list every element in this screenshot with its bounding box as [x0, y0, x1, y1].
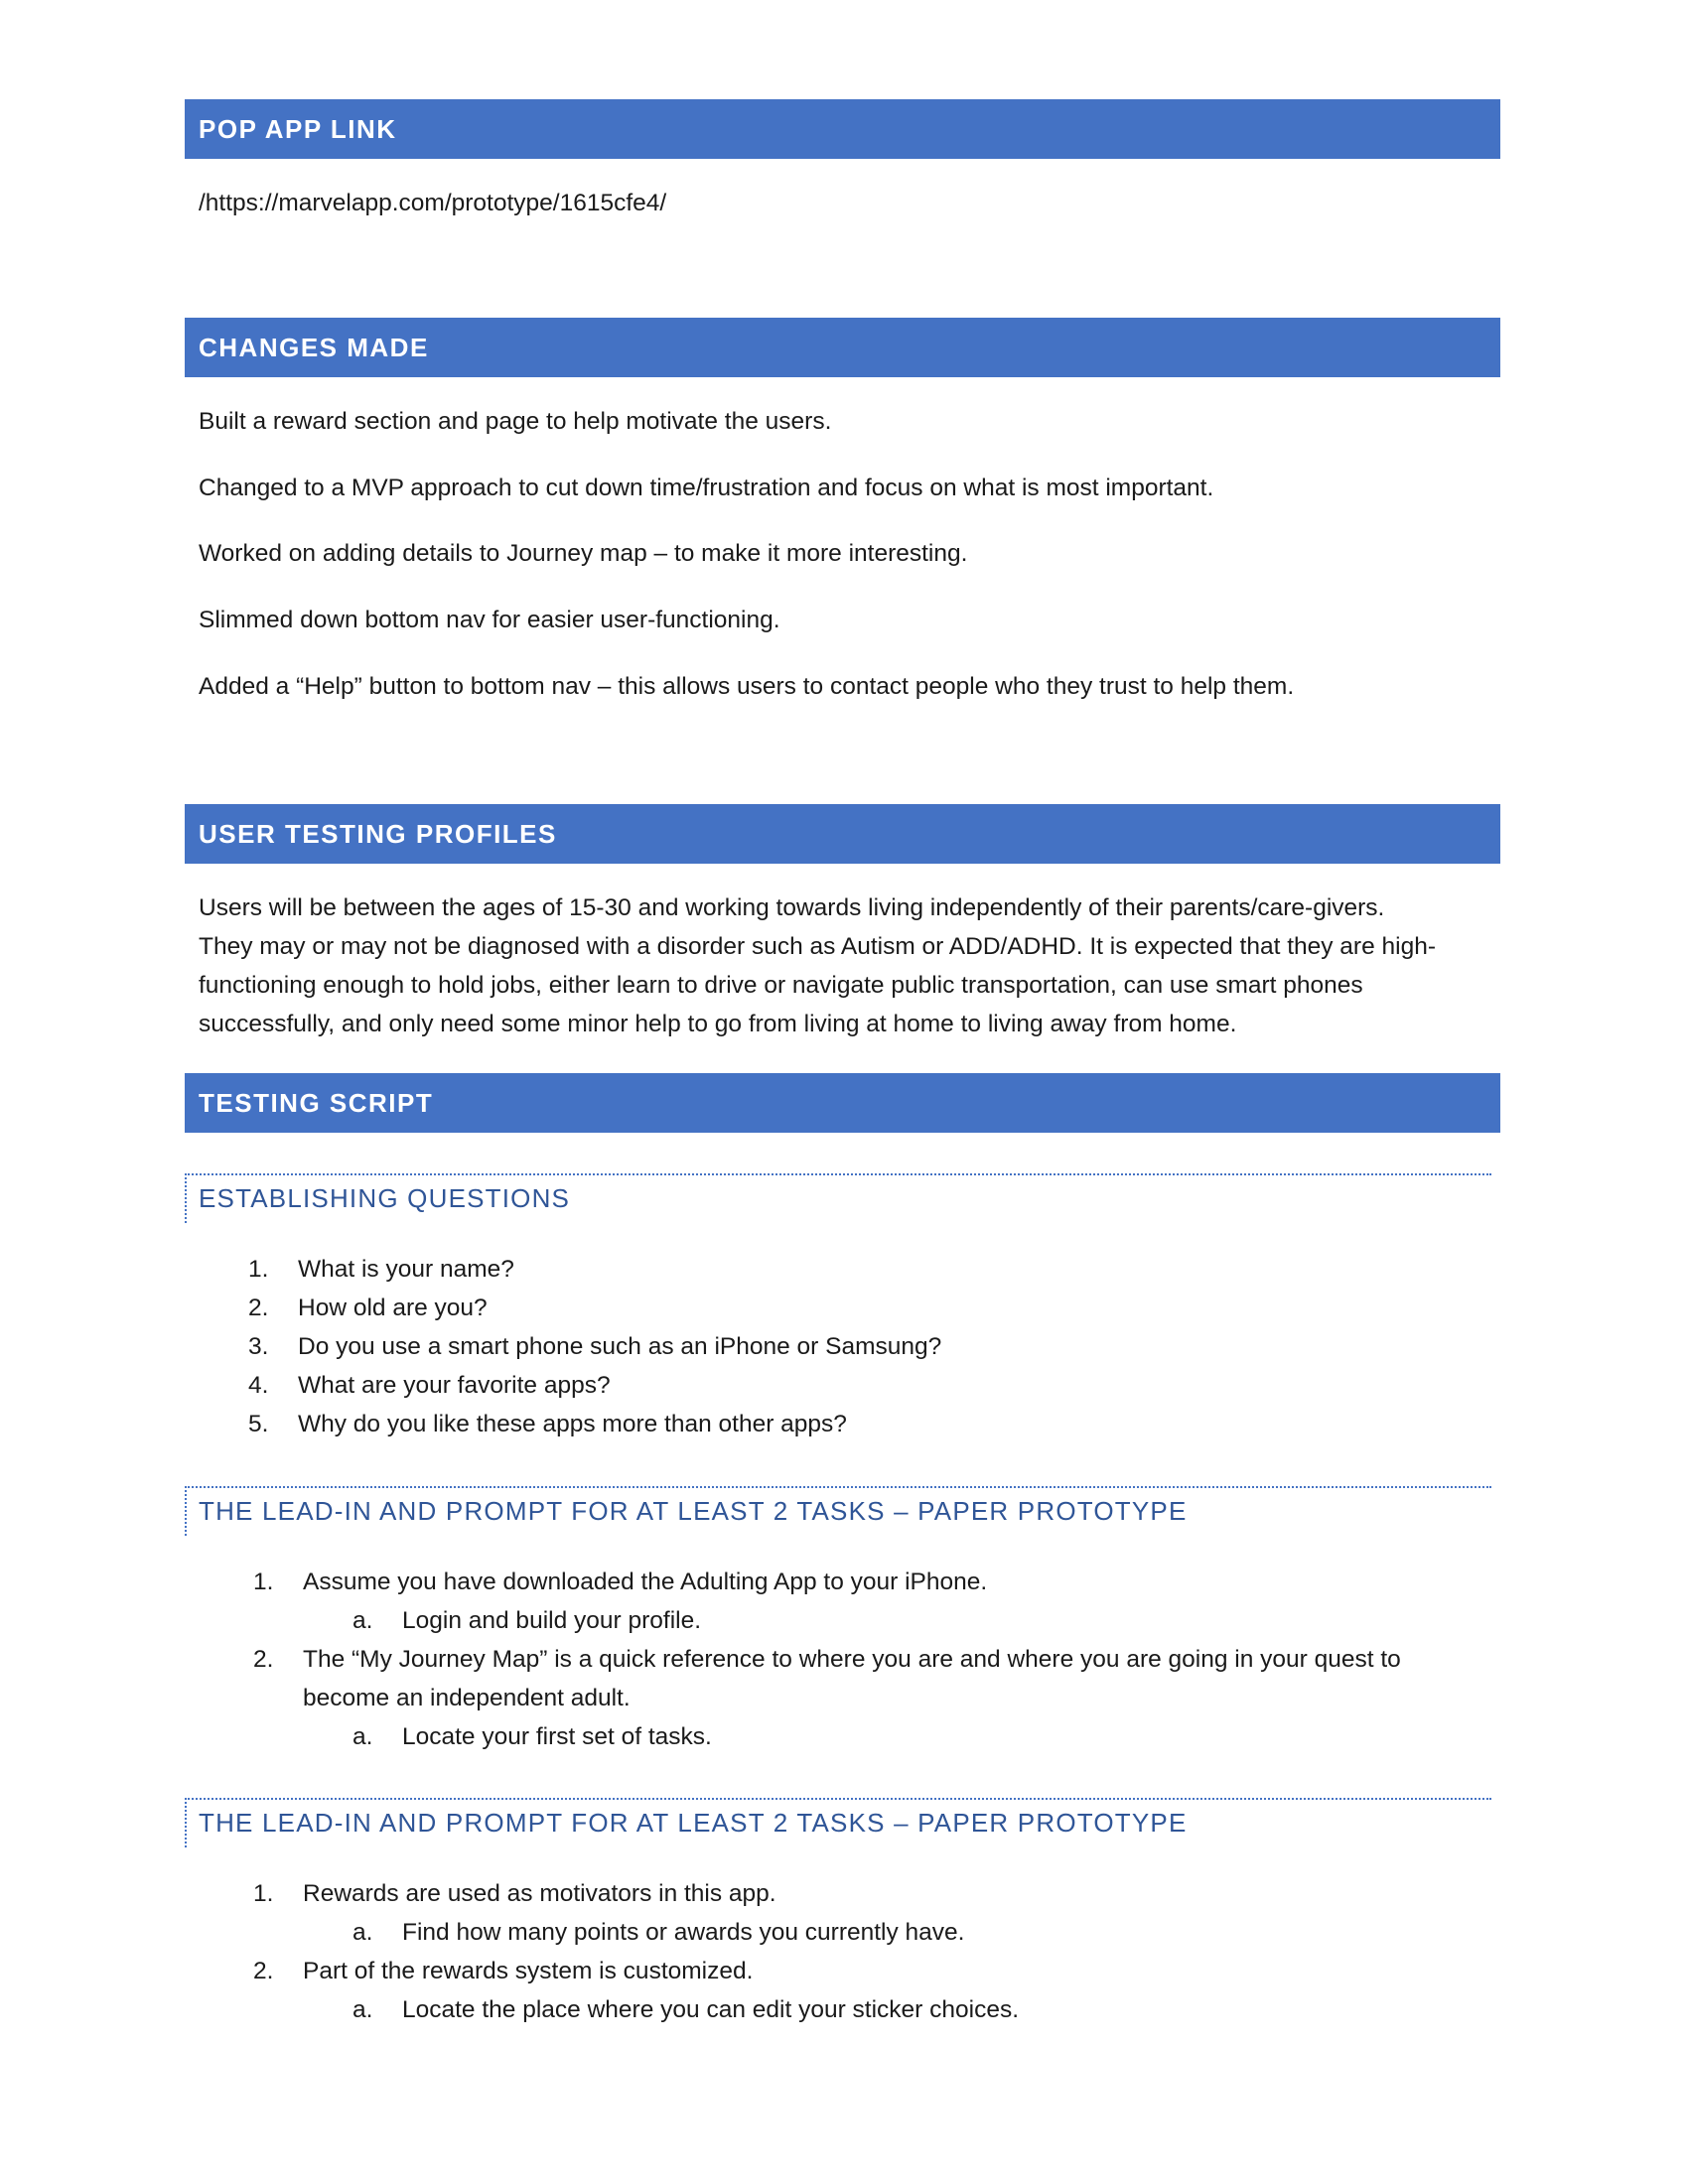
list-item	[253, 1874, 1465, 1913]
list-subitem	[253, 1601, 1465, 1640]
task-text: Rewards are used as motivators in this app.	[303, 1880, 776, 1907]
list-item	[248, 1250, 1440, 1289]
task-text: Locate the place where you can edit your sticker choices.	[402, 1996, 1020, 2023]
paragraph-line: successfully, and only need some minor help to go from living at home to living away from home.	[199, 1011, 1237, 1037]
change-item: Added a “Help” button to bottom nav – this allows users to contact people who they trust to help them.	[199, 673, 1295, 700]
subheading-establishing-questions: ESTABLISHING QUESTIONS	[185, 1173, 1491, 1223]
task-text: Locate your first set of tasks.	[402, 1723, 712, 1750]
list-number: 3.	[248, 1333, 269, 1360]
task-text: Login and build your profile.	[402, 1607, 702, 1634]
list-letter: a.	[352, 1919, 373, 1946]
section-header-pop-app-link: POP APP LINK	[185, 99, 1500, 159]
section-header-testing-script: TESTING SCRIPT	[185, 1073, 1500, 1133]
question-text: Do you use a smart phone such as an iPhone or Samsung?	[298, 1333, 942, 1360]
prototype-link[interactable]: /https://marvelapp.com/prototype/1615cfe4/	[199, 190, 667, 216]
list-item	[253, 1563, 1465, 1601]
subheading-tasks-2: THE LEAD-IN AND PROMPT FOR AT LEAST 2 TASKS – PAPER PROTOTYPE	[185, 1798, 1491, 1847]
list-subitem	[253, 1913, 1465, 1952]
question-text: What are your favorite apps?	[298, 1372, 611, 1399]
tasks-1-list	[253, 1563, 1465, 1756]
list-item	[248, 1405, 1440, 1443]
list-number: 1.	[253, 1880, 274, 1907]
question-text: Why do you like these apps more than other apps?	[298, 1411, 847, 1437]
list-item-continued	[253, 1679, 1465, 1717]
list-item	[248, 1289, 1440, 1327]
change-item: Worked on adding details to Journey map – to make it more interesting.	[199, 540, 968, 567]
question-text: What is your name?	[298, 1256, 514, 1283]
list-letter: a.	[352, 1996, 373, 2023]
question-text: How old are you?	[298, 1295, 488, 1321]
task-text: Find how many points or awards you currently have.	[402, 1919, 965, 1946]
user-profile-paragraph	[199, 888, 1489, 1043]
change-item: Slimmed down bottom nav for easier user-functioning.	[199, 607, 780, 633]
list-letter: a.	[352, 1607, 373, 1634]
paragraph-line: functioning enough to hold jobs, either learn to drive or navigate public transportation, can use smart phones	[199, 972, 1363, 999]
section-header-changes-made: CHANGES MADE	[185, 318, 1500, 377]
list-letter: a.	[352, 1723, 373, 1750]
establishing-questions-list	[248, 1250, 1440, 1443]
subheading-tasks-1: THE LEAD-IN AND PROMPT FOR AT LEAST 2 TASKS – PAPER PROTOTYPE	[185, 1486, 1491, 1536]
task-text: The “My Journey Map” is a quick reference to where you are and where you are going in your quest to	[303, 1646, 1401, 1673]
task-text: become an independent adult.	[303, 1685, 631, 1711]
list-number: 1.	[253, 1569, 274, 1595]
list-number: 1.	[248, 1256, 269, 1283]
paragraph-line: They may or may not be diagnosed with a disorder such as Autism or ADD/ADHD. It is expected that they are high-	[199, 933, 1437, 960]
task-text: Part of the rewards system is customized.	[303, 1958, 754, 1984]
list-number: 2.	[253, 1646, 274, 1673]
section-header-user-testing-profiles: USER TESTING PROFILES	[185, 804, 1500, 864]
list-subitem	[253, 1717, 1465, 1756]
tasks-2-list	[253, 1874, 1465, 2029]
list-item	[248, 1327, 1440, 1366]
paragraph-line: Users will be between the ages of 15-30 and working towards living independently of their parents/care-givers.	[199, 894, 1385, 921]
list-item	[248, 1366, 1440, 1405]
list-item	[253, 1640, 1465, 1679]
list-item	[253, 1952, 1465, 1990]
list-number: 2.	[248, 1295, 269, 1321]
list-number: 2.	[253, 1958, 274, 1984]
list-number: 5.	[248, 1411, 269, 1437]
task-text: Assume you have downloaded the Adulting App to your iPhone.	[303, 1569, 988, 1595]
list-number: 4.	[248, 1372, 269, 1399]
list-subitem	[253, 1990, 1465, 2029]
change-item: Changed to a MVP approach to cut down time/frustration and focus on what is most important.	[199, 475, 1214, 501]
change-item: Built a reward section and page to help motivate the users.	[199, 408, 832, 435]
